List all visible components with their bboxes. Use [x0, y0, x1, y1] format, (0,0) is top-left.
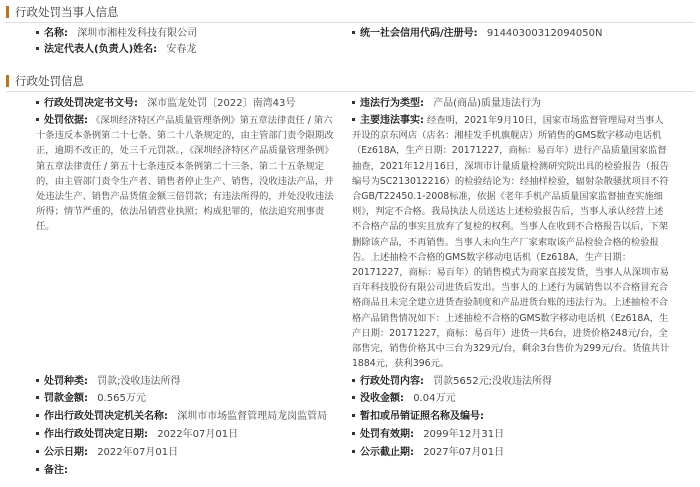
- field-label: 法定代表人(负责人)姓名:: [44, 44, 158, 55]
- field-label: 没收金额:: [360, 393, 404, 404]
- field-label: 行政处罚决定书文号:: [44, 98, 138, 109]
- field-legal-rep: [36, 43, 196, 57]
- section-title-penalty: 行政处罚信息: [15, 74, 84, 88]
- field-value: 2099年12月31日: [423, 429, 505, 440]
- bullet-icon: [36, 432, 39, 435]
- bullet-icon: [352, 118, 355, 121]
- field-label: 主要违法事实:: [360, 115, 424, 126]
- bullet-icon: [36, 414, 39, 417]
- field-value: 安春龙: [166, 44, 197, 55]
- field-violation-type: [352, 97, 541, 111]
- field-value: 0.04万元: [413, 393, 456, 404]
- field-name: [36, 27, 197, 41]
- section-marker: [6, 6, 9, 18]
- field-label: 暂扣或吊销证照名称及编号:: [360, 411, 484, 422]
- field-value: 经查明，2021年9月10日，国家市场监督管理局对当事人开设的京东网店（店名：湘桂发手机旗舰店）所销售的GMS数字移动电话机（Ez618A，生产日期：20171227，商标：易百年）进行产品质量国家监督抽查，2021年12月16日，深圳市计量质量检测研究院出具的检验报告（报告编号为SC213012216）的检验结论为：经抽样检验，辐射杂散骚扰项目不符合GB/T22450.1-2008标准，依据《老年手机产品质量国家监督抽查实施细则》，判定不合格。我局执法人员送达上述检验报告后，当事人承认经营上述不合格产品的事实且放弃了复检的权利。当事人在收到不合格报告以后，下架删除该产品，不再销售。当事人未向生产厂家索取该产品检验合格的检验报告。上述抽检不合格的GMS数字移动电话机（Ez618A，生产日期：20171227，商标：易百年）的销售模式为商家直接发货，当事人从深圳市易百年科技股份有限公司进货后发出。当事人的上述行为属销售以不合格冒充合格商品且未完全建立进货查验制度和产品进货台账的违法行为。上述抽检不合格产品销售情况如下：上述抽检不合格的GMS数字移动电话机（Ez618A，生产日期：20171227，商标：易百年）进货一共6台，进货价格248元/台，全部售完，销售价格其中三台为329元/台，剩余3台售价为299元/台。货值共计1884元，获利396元。: [352, 115, 670, 370]
- field-label: 处罚有效期:: [360, 429, 414, 440]
- bullet-icon: [352, 414, 355, 417]
- field-confiscate-amount: [352, 392, 455, 406]
- field-value: 2027年07月01日: [423, 447, 505, 458]
- field-penalty-kind: [36, 375, 181, 389]
- field-label: 备注:: [44, 465, 68, 476]
- field-label: 作出行政处罚决定机关名称:: [44, 411, 168, 422]
- field-credit-code: [352, 27, 602, 41]
- field-note: [36, 464, 74, 478]
- field-publish-date: [36, 446, 178, 460]
- field-penalty-content: [352, 375, 552, 389]
- field-value: 《深圳经济特区产品质量管理条例》第五章法律责任 / 第六十条违反本条例第二十七条、第二十八条规定的，由主管部门责令限期改正，逾期不改正的，处三千元罚款。，《深圳经济特区产品质量管理条例》第五章法律责任 / 第五十七条违反本条例第二十三条、第二十五条规定的，由主管部门责令生产者、销售者停止生产、销售，没收违法产品，并处违法生产、销售产品货值金额三倍罚款；有违法所得的，并处没收违法所得；情节严重的，依法吊销营业执照；构成犯罪的，依法追究刑事责任。: [36, 115, 334, 233]
- bullet-icon: [352, 31, 355, 34]
- field-authority: [36, 410, 327, 424]
- bullet-icon: [36, 396, 39, 399]
- bullet-icon: [36, 47, 39, 50]
- field-decision-date: [36, 428, 238, 442]
- field-label: 公示日期:: [44, 447, 88, 458]
- bullet-icon: [36, 468, 39, 471]
- field-facts: [352, 113, 670, 371]
- bullet-icon: [36, 101, 39, 104]
- field-basis: [36, 113, 334, 235]
- field-label: 处罚依据:: [44, 115, 88, 126]
- field-label: 统一社会信用代码/注册号:: [360, 28, 478, 39]
- bullet-icon: [352, 101, 355, 104]
- field-value: 2022年07月01日: [157, 429, 239, 440]
- field-label: 名称:: [44, 28, 68, 39]
- field-value: 深市监龙处罚〔2022〕南湾43号: [147, 98, 296, 109]
- section-divider: [6, 22, 694, 23]
- field-label: 作出行政处罚决定日期:: [44, 429, 148, 440]
- bullet-icon: [36, 118, 39, 121]
- bullet-icon: [352, 396, 355, 399]
- bullet-icon: [36, 450, 39, 453]
- bullet-icon: [36, 379, 39, 382]
- field-fine-amount: [36, 392, 146, 406]
- field-label: 罚款金额:: [44, 393, 88, 404]
- field-value: 罚款5652元;没收违法所得: [433, 376, 553, 387]
- field-value: 2022年07月01日: [97, 447, 179, 458]
- bullet-icon: [36, 31, 39, 34]
- bullet-icon: [352, 450, 355, 453]
- section-divider: [6, 91, 694, 92]
- field-value: 产品(商品)质量违法行为: [433, 98, 541, 109]
- field-value: 罚款;没收违法所得: [97, 376, 181, 387]
- field-label: 处罚种类:: [44, 376, 88, 387]
- field-doc-no: [36, 97, 295, 111]
- field-publish-end: [352, 446, 504, 460]
- field-value: 深圳市市场监督管理局龙岗监管局: [177, 411, 328, 422]
- section-header-penalty: [6, 73, 84, 89]
- section-header-party: [6, 4, 119, 20]
- section-title-party: 行政处罚当事人信息: [15, 5, 119, 19]
- field-license: [352, 410, 490, 424]
- field-value: 91440300312094050N: [486, 28, 603, 39]
- field-value: 0.565万元: [97, 393, 146, 404]
- bullet-icon: [352, 379, 355, 382]
- field-label: 公示截止期:: [360, 447, 414, 458]
- field-value: 深圳市湘桂发科技有限公司: [77, 28, 198, 39]
- field-valid-until: [352, 428, 504, 442]
- field-label: 行政处罚内容:: [360, 376, 424, 387]
- section-marker: [6, 75, 9, 87]
- field-label: 违法行为类型:: [360, 98, 424, 109]
- bullet-icon: [352, 432, 355, 435]
